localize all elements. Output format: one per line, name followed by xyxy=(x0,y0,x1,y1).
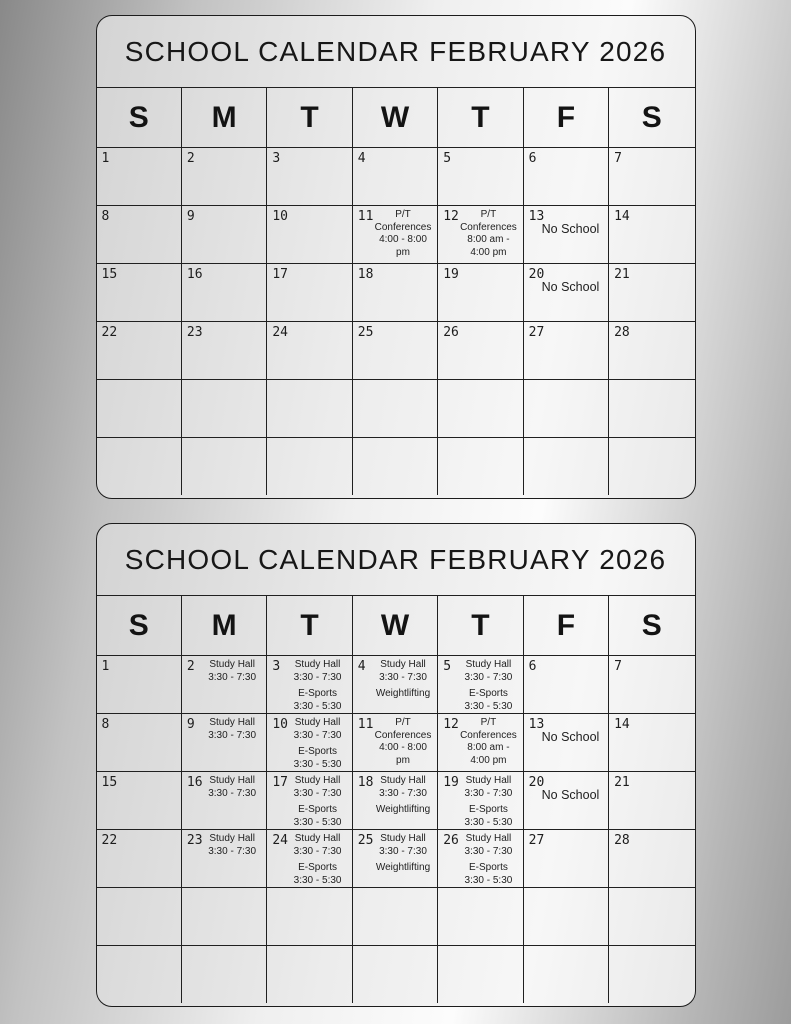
calendar-cell xyxy=(97,713,182,771)
calendar-cell xyxy=(97,771,182,829)
calendar-cell xyxy=(97,829,182,887)
day-header: T xyxy=(438,596,523,655)
calendar-cell xyxy=(353,263,438,321)
event-time: 8:00 am - 4:00 pm xyxy=(467,742,510,766)
calendar-cell xyxy=(524,263,609,321)
calendar-cell xyxy=(267,713,352,771)
calendar-card xyxy=(96,15,696,499)
calendar-event xyxy=(371,659,435,684)
day-number: 24 xyxy=(272,833,288,848)
calendar-event xyxy=(285,717,349,742)
day-number: 14 xyxy=(614,209,630,224)
calendar-cell xyxy=(524,713,609,771)
event-name: P/T Conferences xyxy=(374,717,432,741)
event-name: No School xyxy=(541,730,600,744)
event-time: 3:30 - 7:30 xyxy=(379,787,427,799)
cell-events xyxy=(285,659,349,713)
calendar-cell xyxy=(97,945,182,1003)
calendar-cell xyxy=(524,379,609,437)
event-name: No School xyxy=(541,280,600,294)
calendar-cell xyxy=(438,379,523,437)
calendar-cell xyxy=(97,655,182,713)
event-time: 3:30 - 7:30 xyxy=(464,671,513,683)
calendar-cell xyxy=(97,263,182,321)
calendar-cell xyxy=(182,321,267,379)
day-number: 25 xyxy=(357,833,374,848)
event-name: E-Sports xyxy=(298,862,338,873)
event-name: Study Hall xyxy=(209,775,255,786)
calendar-card xyxy=(96,523,696,1007)
calendar-cell xyxy=(182,945,267,1003)
calendar-event xyxy=(285,659,349,684)
calendar-event xyxy=(456,804,520,829)
day-number: 25 xyxy=(357,325,374,340)
event-name: P/T Conferences xyxy=(374,209,432,233)
event-name: Study Hall xyxy=(380,833,426,844)
calendar-cell xyxy=(353,771,438,829)
calendar-cell xyxy=(438,945,523,1003)
event-time: 3:30 - 7:30 xyxy=(464,787,513,799)
calendar-cell xyxy=(353,379,438,437)
event-name: Weightlifting xyxy=(375,688,431,699)
calendar-cell xyxy=(182,263,267,321)
day-header: T xyxy=(267,596,352,655)
calendar-cell xyxy=(353,829,438,887)
calendar-cell xyxy=(609,771,694,829)
event-name: Study Hall xyxy=(465,659,512,670)
calendar-event xyxy=(285,775,349,800)
calendar-event xyxy=(456,833,520,858)
day-number: 10 xyxy=(272,717,288,732)
calendar-event xyxy=(200,833,264,858)
day-number: 7 xyxy=(614,659,622,674)
calendar-cell xyxy=(438,437,523,495)
day-number: 20 xyxy=(528,267,545,282)
day-number: 27 xyxy=(528,833,545,848)
day-header-row xyxy=(97,596,695,655)
event-name: P/T Conferences xyxy=(460,209,517,233)
calendar-cell xyxy=(97,321,182,379)
calendar-cell xyxy=(97,147,182,205)
calendar-cell xyxy=(524,205,609,263)
cell-events xyxy=(542,717,606,746)
calendar-cell xyxy=(438,263,523,321)
calendar-cell xyxy=(182,655,267,713)
cell-events xyxy=(371,833,435,875)
day-header: T xyxy=(438,88,523,147)
calendar-cell xyxy=(267,205,352,263)
day-number: 6 xyxy=(528,659,537,674)
day-number: 12 xyxy=(443,717,459,732)
day-header: S xyxy=(97,596,182,655)
calendar-cell xyxy=(182,713,267,771)
day-header: M xyxy=(182,596,267,655)
event-time: 3:30 - 7:30 xyxy=(208,671,257,683)
cell-events xyxy=(285,775,349,829)
event-time: 3:30 - 7:30 xyxy=(379,671,427,683)
calendar-cell xyxy=(353,945,438,1003)
day-number: 21 xyxy=(614,267,630,282)
event-name: Study Hall xyxy=(294,833,341,844)
event-name: Study Hall xyxy=(380,775,426,786)
day-number: 13 xyxy=(528,717,545,732)
calendar-cell xyxy=(182,437,267,495)
event-name: E-Sports xyxy=(298,746,338,757)
calendar-event xyxy=(456,775,520,800)
cell-events xyxy=(371,717,435,767)
calendar-grid xyxy=(97,655,695,1003)
calendar-event xyxy=(456,209,520,259)
event-name: No School xyxy=(541,788,600,802)
calendar-grid xyxy=(97,147,695,495)
day-number: 5 xyxy=(443,151,452,166)
day-number: 2 xyxy=(186,659,195,674)
day-number: 20 xyxy=(528,775,545,790)
day-number: 23 xyxy=(186,833,203,848)
day-header: S xyxy=(641,608,662,642)
calendar-cell xyxy=(524,321,609,379)
cell-events xyxy=(200,659,264,684)
day-number: 17 xyxy=(272,775,288,790)
day-number: 2 xyxy=(186,151,195,166)
calendar-cell xyxy=(609,321,694,379)
calendar-cell xyxy=(182,147,267,205)
calendar-cell xyxy=(609,887,694,945)
cell-events xyxy=(542,209,606,238)
day-number: 3 xyxy=(272,151,281,166)
event-name: Study Hall xyxy=(380,659,426,670)
event-name: Study Hall xyxy=(465,775,512,786)
day-number: 1 xyxy=(101,659,110,674)
event-name: Study Hall xyxy=(294,775,341,786)
calendar-event xyxy=(200,717,264,742)
calendar-cell xyxy=(438,771,523,829)
calendar-cell xyxy=(524,437,609,495)
calendar-cell xyxy=(438,713,523,771)
day-number: 11 xyxy=(357,717,374,732)
cell-events xyxy=(542,267,606,296)
day-number: 11 xyxy=(357,209,374,224)
day-number: 16 xyxy=(186,775,203,790)
calendar-cell xyxy=(438,321,523,379)
event-time: 3:30 - 7:30 xyxy=(464,845,513,857)
calendar-cell xyxy=(438,887,523,945)
day-header: S xyxy=(641,100,662,134)
day-number: 18 xyxy=(357,775,374,790)
calendar-cell xyxy=(267,263,352,321)
calendar-cell xyxy=(267,771,352,829)
calendar-event xyxy=(200,659,264,684)
day-number: 3 xyxy=(272,659,281,674)
day-header: F xyxy=(524,88,609,147)
calendar-cell xyxy=(524,945,609,1003)
calendar-cell xyxy=(353,887,438,945)
calendar-event xyxy=(542,775,606,804)
day-number: 4 xyxy=(357,151,366,166)
event-time: 3:30 - 7:30 xyxy=(208,729,257,741)
day-number: 21 xyxy=(614,775,630,790)
calendar-event xyxy=(285,746,349,771)
day-number: 19 xyxy=(443,267,459,282)
event-time: 3:30 - 7:30 xyxy=(293,729,342,741)
calendar-event xyxy=(285,804,349,829)
calendar-cell xyxy=(97,437,182,495)
calendar-cell xyxy=(267,321,352,379)
calendar-cell xyxy=(353,147,438,205)
calendar-cell xyxy=(267,147,352,205)
calendar-cell xyxy=(182,205,267,263)
calendar-event xyxy=(456,862,520,887)
calendar-cell xyxy=(609,437,694,495)
event-time: 3:30 - 7:30 xyxy=(293,787,342,799)
cell-events xyxy=(200,775,264,800)
cell-events xyxy=(456,659,520,713)
calendar-event xyxy=(285,688,349,713)
day-number: 23 xyxy=(186,325,203,340)
event-name: Study Hall xyxy=(209,833,255,844)
calendar-cell xyxy=(267,829,352,887)
calendar-event xyxy=(371,209,435,259)
calendar-title: SCHOOL CALENDAR FEBRUARY 2026 xyxy=(97,16,695,88)
cell-events xyxy=(371,659,435,701)
calendar-cell xyxy=(97,887,182,945)
calendar-cell xyxy=(353,655,438,713)
calendar-cell xyxy=(609,713,694,771)
event-time: 3:30 - 7:30 xyxy=(293,845,342,857)
calendar-cell xyxy=(524,655,609,713)
event-time: 3:30 - 7:30 xyxy=(208,787,257,799)
day-number: 1 xyxy=(101,151,110,166)
calendar-cell xyxy=(438,829,523,887)
day-number: 28 xyxy=(614,325,630,340)
calendar-cell xyxy=(609,379,694,437)
cell-events xyxy=(456,717,520,767)
event-time: 3:30 - 5:30 xyxy=(464,816,513,828)
calendar-cell xyxy=(182,771,267,829)
calendar-event xyxy=(285,833,349,858)
event-name: E-Sports xyxy=(468,688,508,699)
day-number: 17 xyxy=(272,267,288,282)
calendar-event xyxy=(456,659,520,684)
day-number: 10 xyxy=(272,209,288,224)
calendar-cell xyxy=(267,655,352,713)
calendar-cell xyxy=(353,713,438,771)
event-name: E-Sports xyxy=(298,804,338,815)
calendar-event xyxy=(542,209,606,238)
event-name: Study Hall xyxy=(209,717,255,728)
calendar-event xyxy=(200,775,264,800)
event-name: Weightlifting xyxy=(375,804,431,815)
calendar-cell xyxy=(353,437,438,495)
day-number: 26 xyxy=(443,833,459,848)
event-name: No School xyxy=(541,222,600,236)
event-time: 3:30 - 5:30 xyxy=(464,700,513,712)
day-header-row xyxy=(97,88,695,147)
day-header: F xyxy=(524,596,609,655)
day-number: 4 xyxy=(357,659,366,674)
day-header: W xyxy=(353,88,438,147)
day-number: 15 xyxy=(101,267,118,282)
event-name: Study Hall xyxy=(465,833,512,844)
day-number: 26 xyxy=(443,325,459,340)
calendar-cell xyxy=(609,829,694,887)
day-number: 6 xyxy=(528,151,537,166)
calendar-cell xyxy=(353,321,438,379)
event-time: 3:30 - 5:30 xyxy=(464,874,513,886)
cell-events xyxy=(456,833,520,887)
calendar-cell xyxy=(524,771,609,829)
calendar-event xyxy=(542,717,606,746)
calendar-cell xyxy=(438,147,523,205)
event-time: 3:30 - 5:30 xyxy=(293,700,342,712)
day-number: 9 xyxy=(186,209,195,224)
cell-events xyxy=(285,717,349,771)
calendar-cell xyxy=(609,205,694,263)
cell-events xyxy=(542,775,606,804)
calendar-cell xyxy=(524,147,609,205)
calendar-cell xyxy=(182,379,267,437)
day-number: 8 xyxy=(101,209,110,224)
day-number: 27 xyxy=(528,325,545,340)
calendar-event xyxy=(542,267,606,296)
event-name: Weightlifting xyxy=(375,862,431,873)
cell-events xyxy=(285,833,349,887)
event-time: 3:30 - 5:30 xyxy=(293,758,342,770)
day-number: 8 xyxy=(101,717,110,732)
calendar-cell xyxy=(609,263,694,321)
calendar-cell xyxy=(609,655,694,713)
calendar-cell xyxy=(97,379,182,437)
calendar-cell xyxy=(267,437,352,495)
calendar-event xyxy=(456,717,520,767)
calendar-cell xyxy=(267,945,352,1003)
day-header: W xyxy=(353,596,438,655)
cell-events xyxy=(456,775,520,829)
calendar-cell xyxy=(609,147,694,205)
event-name: E-Sports xyxy=(298,688,338,699)
calendar-event xyxy=(456,688,520,713)
calendar-cell xyxy=(182,829,267,887)
event-time: 8:00 am - 4:00 pm xyxy=(467,234,510,258)
event-time: 4:00 - 8:00 pm xyxy=(379,234,427,258)
day-number: 9 xyxy=(186,717,195,732)
calendar-event xyxy=(371,717,435,767)
event-name: E-Sports xyxy=(468,862,508,873)
calendar-cell xyxy=(267,379,352,437)
day-number: 24 xyxy=(272,325,288,340)
event-time: 3:30 - 7:30 xyxy=(208,845,257,857)
event-name: Study Hall xyxy=(209,659,255,670)
event-name: E-Sports xyxy=(468,804,508,815)
calendar-event xyxy=(371,862,435,875)
event-time: 3:30 - 7:30 xyxy=(379,845,427,857)
day-number: 7 xyxy=(614,151,622,166)
event-name: Study Hall xyxy=(294,659,341,670)
calendar-event xyxy=(371,688,435,701)
day-number: 22 xyxy=(101,833,118,848)
day-number: 19 xyxy=(443,775,459,790)
calendar-cell xyxy=(524,829,609,887)
calendar-cell xyxy=(97,205,182,263)
day-header: M xyxy=(182,88,267,147)
event-time: 3:30 - 5:30 xyxy=(293,874,342,886)
day-number: 14 xyxy=(614,717,630,732)
day-number: 22 xyxy=(101,325,118,340)
cell-events xyxy=(371,209,435,259)
day-number: 13 xyxy=(528,209,545,224)
calendar-event xyxy=(371,804,435,817)
day-number: 16 xyxy=(186,267,203,282)
calendar-cell xyxy=(267,887,352,945)
calendar-cell xyxy=(609,945,694,1003)
event-time: 3:30 - 5:30 xyxy=(293,816,342,828)
calendar-title: SCHOOL CALENDAR FEBRUARY 2026 xyxy=(97,524,695,596)
calendar-event xyxy=(371,775,435,800)
calendar-cell xyxy=(524,887,609,945)
day-number: 15 xyxy=(101,775,118,790)
day-number: 28 xyxy=(614,833,630,848)
day-number: 18 xyxy=(357,267,374,282)
calendar-cell xyxy=(353,205,438,263)
event-time: 3:30 - 7:30 xyxy=(293,671,342,683)
day-header: T xyxy=(267,88,352,147)
day-number: 5 xyxy=(443,659,452,674)
cell-events xyxy=(200,717,264,742)
cell-events xyxy=(371,775,435,817)
event-name: P/T Conferences xyxy=(460,717,517,741)
cell-events xyxy=(456,209,520,259)
calendar-cell xyxy=(438,655,523,713)
calendar-event xyxy=(285,862,349,887)
day-number: 12 xyxy=(443,209,459,224)
event-name: Study Hall xyxy=(294,717,341,728)
cell-events xyxy=(200,833,264,858)
calendar-event xyxy=(371,833,435,858)
calendar-cell xyxy=(438,205,523,263)
calendar-cell xyxy=(182,887,267,945)
day-header: S xyxy=(97,88,182,147)
event-time: 4:00 - 8:00 pm xyxy=(379,742,427,766)
